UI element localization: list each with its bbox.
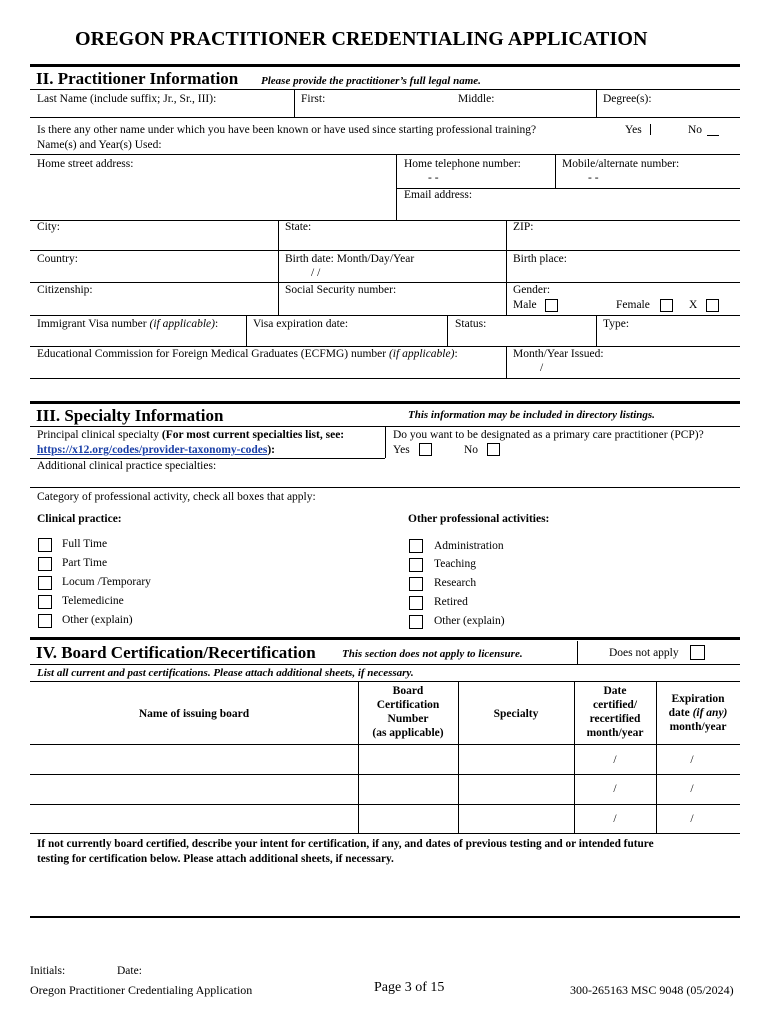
- col-expiration-date: Expiration date (if any) month/year: [668, 693, 728, 733]
- rule: [506, 220, 507, 315]
- ssn-field[interactable]: Social Security number:: [285, 284, 397, 296]
- rule: [30, 346, 740, 347]
- gender-label: Gender:: [513, 284, 551, 296]
- principal-specialty-field[interactable]: Principal clinical specialty (For most current specialties list, see:: [37, 429, 345, 441]
- teaching-label: Teaching: [434, 558, 476, 570]
- other-name-yes-box[interactable]: [650, 124, 651, 135]
- gender-x-checkbox[interactable]: [706, 299, 719, 312]
- col-date-certified: Date certified/ recertified month/year: [586, 685, 644, 739]
- rule: [396, 154, 397, 220]
- locum-temporary-checkbox[interactable]: [38, 576, 52, 590]
- clinical-other-checkbox[interactable]: [38, 614, 52, 628]
- other-name-no-label: No: [688, 124, 703, 136]
- home-address-field[interactable]: Home street address:: [37, 158, 134, 170]
- other-name-no-box[interactable]: [707, 135, 719, 136]
- gender-x-label: X: [689, 299, 698, 311]
- initials-field[interactable]: Initials:: [30, 965, 66, 977]
- page-title: OREGON PRACTITIONER CREDENTIALING APPLICATION: [75, 28, 648, 50]
- activity-category-label: Category of professional activity, check all boxes that apply:: [37, 491, 316, 503]
- rule: [30, 833, 740, 834]
- other-activities-heading: Other professional activities:: [408, 513, 550, 525]
- first-name-field[interactable]: First:: [301, 93, 326, 105]
- col-cert-number: Board Certification Number (as applicable): [372, 685, 444, 739]
- taxonomy-codes-link[interactable]: https://x12.org/codes/provider-taxonomy-codes: [37, 444, 268, 456]
- section-3-note: This information may be included in directory listings.: [408, 409, 655, 421]
- birth-place-field[interactable]: Birth place:: [513, 253, 567, 265]
- date-field[interactable]: Date:: [117, 965, 142, 977]
- rule: [447, 315, 448, 346]
- administration-checkbox[interactable]: [409, 539, 423, 553]
- visa-expiration-field[interactable]: Visa expiration date:: [253, 318, 349, 330]
- gender-female-checkbox[interactable]: [660, 299, 673, 312]
- certification-intent-answer-line[interactable]: [30, 916, 740, 918]
- home-phone-field[interactable]: Home telephone number:: [404, 158, 521, 170]
- rule: [506, 346, 507, 378]
- rule: [294, 89, 295, 117]
- zip-field[interactable]: ZIP:: [513, 221, 534, 233]
- rule: [385, 426, 386, 458]
- rule: [30, 378, 740, 379]
- rule: [30, 117, 740, 118]
- names-years-used-field[interactable]: Name(s) and Year(s) Used:: [37, 139, 162, 151]
- section-divider: [30, 637, 740, 640]
- pcp-yes-label: Yes: [393, 444, 410, 456]
- rule: [596, 89, 597, 117]
- research-checkbox[interactable]: [409, 577, 423, 591]
- footer-app-name: Oregon Practitioner Credentialing Application: [30, 983, 253, 997]
- does-not-apply-label: Does not apply: [609, 647, 679, 659]
- middle-name-field[interactable]: Middle:: [458, 93, 495, 105]
- ecfmg-field[interactable]: Educational Commission for Foreign Medical Graduates (ECFMG) number (if applicable):: [37, 348, 458, 360]
- taxonomy-link-line: https://x12.org/codes/provider-taxonomy-codes):: [37, 444, 275, 456]
- rule: [596, 315, 597, 346]
- rule: [30, 664, 740, 665]
- city-field[interactable]: City:: [37, 221, 61, 233]
- administration-label: Administration: [434, 540, 504, 552]
- certification-intent-text-2: testing for certification below. Please attach additional sheets, if necessary.: [37, 853, 394, 865]
- does-not-apply-checkbox[interactable]: [690, 645, 705, 660]
- immigrant-visa-field[interactable]: Immigrant Visa number (if applicable):: [37, 318, 219, 330]
- pcp-no-checkbox[interactable]: [487, 443, 500, 456]
- additional-specialties-field[interactable]: Additional clinical practice specialties:: [37, 460, 217, 472]
- visa-status-field[interactable]: Status:: [455, 318, 487, 330]
- retired-checkbox[interactable]: [409, 596, 423, 610]
- telemedicine-checkbox[interactable]: [38, 595, 52, 609]
- mobile-phone-dashes: - -: [588, 172, 599, 184]
- rule: [30, 804, 740, 805]
- rule: [30, 458, 385, 459]
- rule: [30, 282, 740, 283]
- section-divider: [30, 64, 740, 67]
- part-time-label: Part Time: [62, 557, 108, 569]
- citizenship-field[interactable]: Citizenship:: [37, 284, 93, 296]
- full-time-checkbox[interactable]: [38, 538, 52, 552]
- row1-date-slash[interactable]: /: [613, 754, 617, 766]
- section-3-heading: III. Specialty Information: [36, 406, 224, 425]
- clinical-other-label: Other (explain): [62, 614, 133, 626]
- rule: [30, 774, 740, 775]
- other-name-yes-label: Yes: [625, 124, 642, 136]
- row3-exp-slash[interactable]: /: [690, 813, 694, 825]
- col-issuing-board: Name of issuing board: [138, 708, 250, 720]
- rule: [30, 220, 740, 221]
- other-activity-label: Other (explain): [434, 615, 505, 627]
- state-field[interactable]: State:: [285, 221, 312, 233]
- retired-label: Retired: [434, 596, 468, 608]
- rule: [30, 487, 740, 488]
- ecfmg-issued-slash: /: [540, 362, 544, 374]
- country-field[interactable]: Country:: [37, 253, 78, 265]
- visa-type-field[interactable]: Type:: [603, 318, 630, 330]
- pcp-question: Do you want to be designated as a primary care practitioner (PCP)?: [393, 429, 704, 441]
- section-4-heading: IV. Board Certification/Recertification: [36, 643, 316, 662]
- row2-date-slash[interactable]: /: [613, 783, 617, 795]
- gender-male-label: Male: [513, 299, 537, 311]
- rule: [30, 744, 740, 745]
- rule: [30, 250, 740, 251]
- pcp-no-label: No: [464, 444, 479, 456]
- page-number: Page 3 of 15: [374, 980, 445, 995]
- pcp-yes-checkbox[interactable]: [419, 443, 432, 456]
- col-specialty: Specialty: [493, 708, 539, 720]
- other-activity-checkbox[interactable]: [409, 615, 423, 629]
- mobile-phone-field[interactable]: Mobile/alternate number:: [562, 158, 680, 170]
- last-name-field[interactable]: Last Name (include suffix; Jr., Sr., III):: [37, 93, 217, 105]
- section-2-heading: II. Practitioner Information: [36, 69, 239, 88]
- certifications-instructions: List all current and past certifications. Please attach additional sheets, if necessary.: [37, 667, 414, 679]
- locum-temporary-label: Locum /Temporary: [62, 576, 151, 588]
- rule: [30, 154, 740, 155]
- row3-date-slash[interactable]: /: [613, 813, 617, 825]
- row1-exp-slash[interactable]: /: [690, 754, 694, 766]
- full-time-label: Full Time: [62, 538, 108, 550]
- telemedicine-label: Telemedicine: [62, 595, 124, 607]
- rule: [555, 154, 556, 188]
- degrees-field[interactable]: Degree(s):: [603, 93, 652, 105]
- section-2-note: Please provide the practitioner’s full legal name.: [261, 75, 481, 87]
- ecfmg-issued-field[interactable]: Month/Year Issued:: [513, 348, 604, 360]
- home-phone-dashes: - -: [428, 172, 439, 184]
- birth-date-field[interactable]: Birth date: Month/Day/Year: [285, 253, 415, 265]
- research-label: Research: [434, 577, 477, 589]
- gender-female-label: Female: [616, 299, 650, 311]
- section-4-note: This section does not apply to licensure.: [342, 648, 523, 660]
- rule: [458, 681, 459, 833]
- rule: [30, 315, 740, 316]
- email-field[interactable]: Email address:: [404, 189, 473, 201]
- certification-intent-text-1: If not currently board certified, describe your intent for certification, if any, and dates of previous testing and or intended future: [37, 838, 654, 850]
- teaching-checkbox[interactable]: [409, 558, 423, 572]
- clinical-practice-heading: Clinical practice:: [37, 513, 122, 525]
- other-name-question: Is there any other name under which you have been known or have used since starting professional training?: [37, 124, 537, 136]
- rule: [246, 315, 247, 346]
- rule: [278, 220, 279, 315]
- rule: [30, 89, 740, 90]
- section-divider: [30, 401, 740, 404]
- rule: [577, 641, 578, 664]
- row2-exp-slash[interactable]: /: [690, 783, 694, 795]
- birth-date-slashes: / /: [311, 267, 321, 279]
- part-time-checkbox[interactable]: [38, 557, 52, 571]
- rule: [30, 681, 740, 682]
- form-id: 300-265163 MSC 9048 (05/2024): [570, 983, 734, 997]
- rule: [358, 681, 359, 833]
- gender-male-checkbox[interactable]: [545, 299, 558, 312]
